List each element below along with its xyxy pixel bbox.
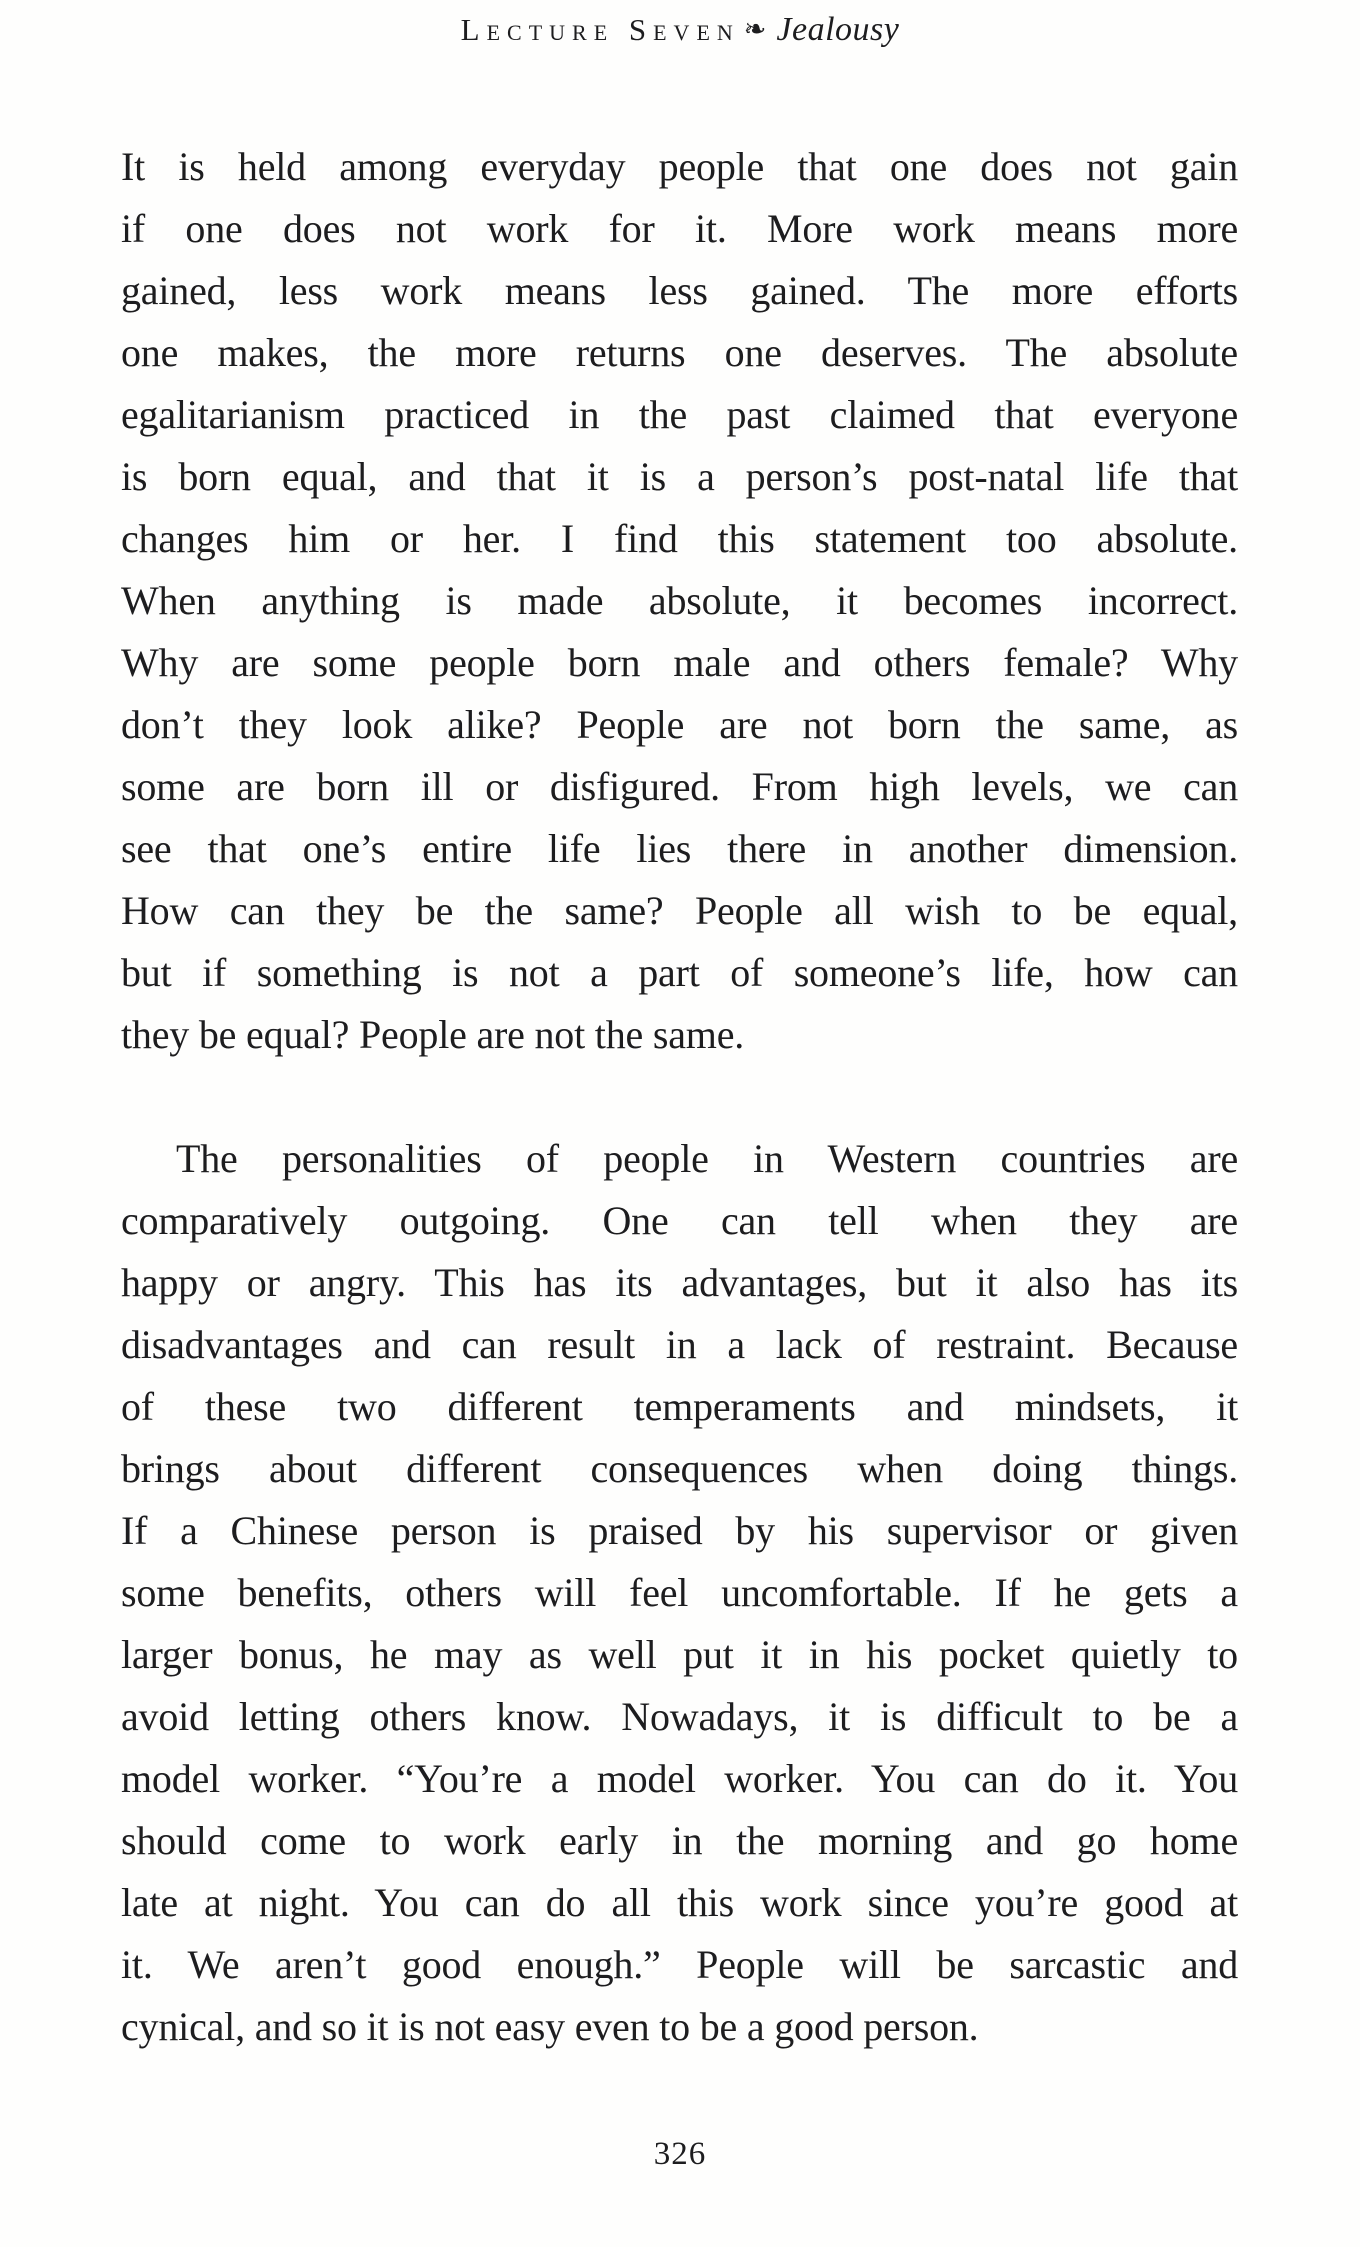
body-text bbox=[121, 136, 1238, 2058]
text-line: of these two different temperaments and mindsets, it bbox=[121, 1384, 1238, 1429]
lecture-label: Lecture Seven bbox=[460, 12, 740, 47]
text-line: but if something is not a part of someone’s life, how can bbox=[121, 950, 1238, 995]
text-line: How can they be the same? People all wish to be equal, bbox=[121, 888, 1238, 933]
text-line: late at night. You can do all this work since you’re good at bbox=[121, 1880, 1238, 1925]
text-line: happy or angry. This has its advantages, but it also has its bbox=[121, 1260, 1238, 1305]
text-line: changes him or her. I find this statement too absolute. bbox=[121, 516, 1238, 561]
text-line: comparatively outgoing. One can tell when they are bbox=[121, 1198, 1238, 1243]
text-line: should come to work early in the morning and go home bbox=[121, 1818, 1238, 1863]
text-line: egalitarianism practiced in the past claimed that everyone bbox=[121, 392, 1238, 437]
text-line: cynical, and so it is not easy even to be a good person. bbox=[121, 2004, 979, 2049]
text-line: If a Chinese person is praised by his supervisor or given bbox=[121, 1508, 1238, 1553]
text-line: they be equal? People are not the same. bbox=[121, 1012, 745, 1057]
text-line: When anything is made absolute, it becomes incorrect. bbox=[121, 578, 1238, 623]
fleuron-ornament-icon: ❧ bbox=[743, 14, 767, 44]
text-line: It is held among everyday people that one does not gain bbox=[121, 144, 1238, 189]
text-line: avoid letting others know. Nowadays, it is difficult to be a bbox=[121, 1694, 1238, 1739]
text-line: larger bonus, he may as well put it in his pocket quietly to bbox=[121, 1632, 1238, 1677]
text-line: don’t they look alike? People are not born the same, as bbox=[121, 702, 1238, 747]
text-line: disadvantages and can result in a lack of restraint. Because bbox=[121, 1322, 1238, 1367]
paragraph-1 bbox=[121, 136, 1238, 1066]
text-line: brings about different consequences when doing things. bbox=[121, 1446, 1238, 1491]
chapter-title: Jealousy bbox=[776, 11, 900, 48]
text-line: see that one’s entire life lies there in another dimension. bbox=[121, 826, 1238, 871]
text-line: is born equal, and that it is a person’s post-natal life that bbox=[121, 454, 1238, 499]
text-line: it. We aren’t good enough.” People will be sarcastic and bbox=[121, 1942, 1238, 1987]
text-line: one makes, the more returns one deserves. The absolute bbox=[121, 330, 1238, 375]
running-header bbox=[0, 8, 1360, 58]
text-line: some benefits, others will feel uncomfortable. If he gets a bbox=[121, 1570, 1238, 1615]
text-line: The personalities of people in Western countries are bbox=[176, 1136, 1238, 1181]
paragraph-2 bbox=[121, 1128, 1238, 2058]
text-line: Why are some people born male and others female? Why bbox=[121, 640, 1238, 685]
text-line: gained, less work means less gained. The more efforts bbox=[121, 268, 1238, 313]
text-line: if one does not work for it. More work means more bbox=[121, 206, 1238, 251]
page-number: 326 bbox=[653, 2136, 707, 2172]
text-line: some are born ill or disfigured. From high levels, we can bbox=[121, 764, 1238, 809]
text-line: model worker. “You’re a model worker. You can do it. You bbox=[121, 1756, 1238, 1801]
